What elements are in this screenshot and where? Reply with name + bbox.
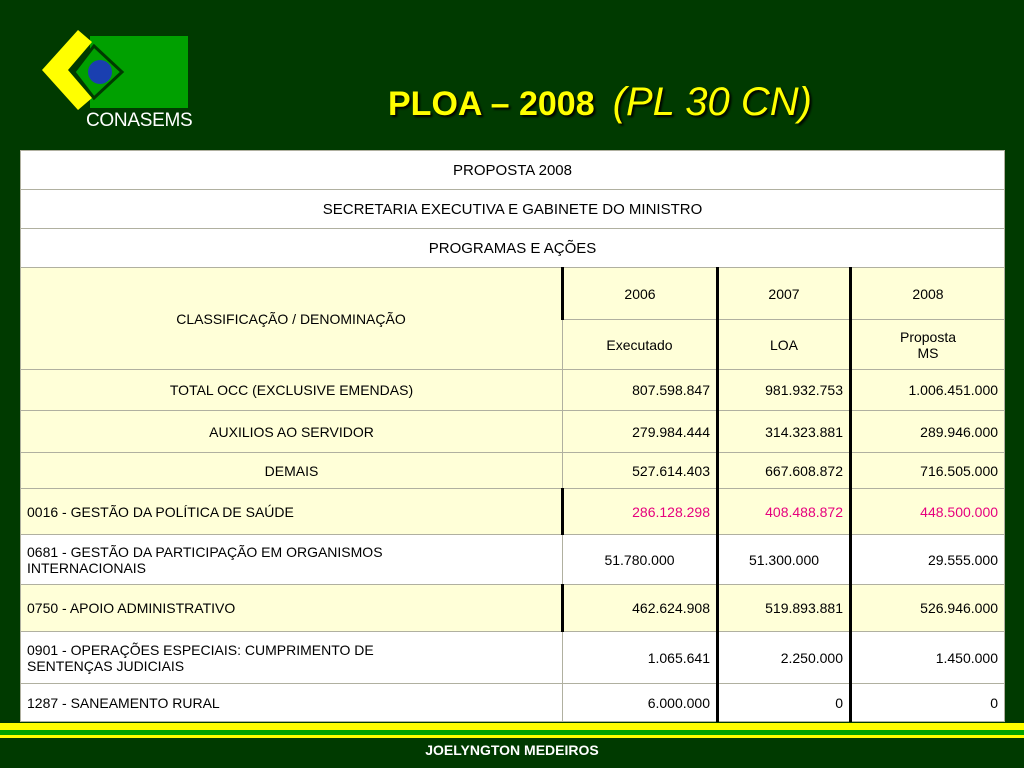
year-2008: 2008 [851, 268, 1005, 320]
value-2006: 286.128.298 [563, 489, 718, 535]
value-2008: 289.946.000 [851, 411, 1005, 453]
footer-stripe-yellow-thin [0, 735, 1024, 738]
year-2006: 2006 [563, 268, 718, 320]
header-row [21, 151, 1005, 190]
value-2007: 408.488.872 [718, 489, 851, 535]
subheader-proposta-line2: MS [917, 344, 939, 361]
subheader-proposta [851, 320, 1005, 370]
value-2008: 448.500.000 [851, 489, 1005, 535]
header-secretaria: SECRETARIA EXECUTIVA E GABINETE DO MINISTRO [21, 190, 1005, 229]
value-2006: 6.000.000 [563, 684, 718, 722]
row-label: 0750 - APOIO ADMINISTRATIVO [21, 585, 563, 632]
table-row [21, 585, 1005, 632]
header-row [21, 229, 1005, 268]
header-programas: PROGRAMAS E AÇÕES [21, 229, 1005, 268]
row-label: AUXILIOS AO SERVIDOR [21, 411, 563, 453]
footer-stripe-yellow [0, 723, 1024, 730]
row-label: 0016 - GESTÃO DA POLÍTICA DE SAÚDE [21, 489, 563, 535]
table-row [21, 411, 1005, 453]
years-row [21, 268, 1005, 320]
row-label-line1: 0681 - GESTÃO DA PARTICIPAÇÃO EM ORGANISMOS [27, 543, 383, 560]
value-2008: 1.450.000 [851, 632, 1005, 684]
subheader-proposta-line1: Proposta [899, 328, 957, 345]
value-2007: 314.323.881 [718, 411, 851, 453]
value-2006: 279.984.444 [563, 411, 718, 453]
subheader-loa: LOA [718, 320, 851, 370]
header-row [21, 190, 1005, 229]
value-2008: 0 [851, 684, 1005, 722]
row-label-line1: 0901 - OPERAÇÕES ESPECIAIS: CUMPRIMENTO DE [27, 641, 374, 658]
value-2008: 1.006.451.000 [851, 370, 1005, 411]
year-2007: 2007 [718, 268, 851, 320]
row-label-line2: SENTENÇAS JUDICIAIS [27, 657, 185, 674]
table-row [21, 370, 1005, 411]
table-row [21, 535, 1005, 585]
value-2007: 51.300.000 [718, 535, 851, 585]
conasems-logo [34, 28, 194, 136]
subheader-executado: Executado [563, 320, 718, 370]
logo-text: CONASEMS [86, 110, 193, 131]
row-label-line2: INTERNACIONAIS [27, 559, 147, 576]
table-row [21, 632, 1005, 684]
value-2008: 526.946.000 [851, 585, 1005, 632]
value-2007: 519.893.881 [718, 585, 851, 632]
row-label [21, 632, 563, 684]
table-row [21, 453, 1005, 489]
table-row [21, 684, 1005, 722]
row-label: DEMAIS [21, 453, 563, 489]
value-2007: 0 [718, 684, 851, 722]
title-main: PLOA – 2008 [388, 85, 595, 123]
value-2007: 2.250.000 [718, 632, 851, 684]
value-2006: 51.780.000 [563, 535, 718, 585]
value-2007: 981.932.753 [718, 370, 851, 411]
row-label: 1287 - SANEAMENTO RURAL [21, 684, 563, 722]
value-2006: 1.065.641 [563, 632, 718, 684]
row-label [21, 535, 563, 585]
budget-table [20, 150, 1005, 722]
value-2007: 667.608.872 [718, 453, 851, 489]
value-2006: 462.624.908 [563, 585, 718, 632]
value-2006: 527.614.403 [563, 453, 718, 489]
value-2008: 716.505.000 [851, 453, 1005, 489]
value-2006: 807.598.847 [563, 370, 718, 411]
footer-author: JOELYNGTON MEDEIROS [425, 742, 599, 758]
header-proposta: PROPOSTA 2008 [21, 151, 1005, 190]
value-2008: 29.555.000 [851, 535, 1005, 585]
title-sub: (PL 30 CN) [612, 80, 812, 124]
table-row [21, 489, 1005, 535]
row-label: TOTAL OCC (EXCLUSIVE EMENDAS) [21, 370, 563, 411]
page-title [388, 80, 812, 125]
classification-label: CLASSIFICAÇÃO / DENOMINAÇÃO [21, 268, 563, 370]
